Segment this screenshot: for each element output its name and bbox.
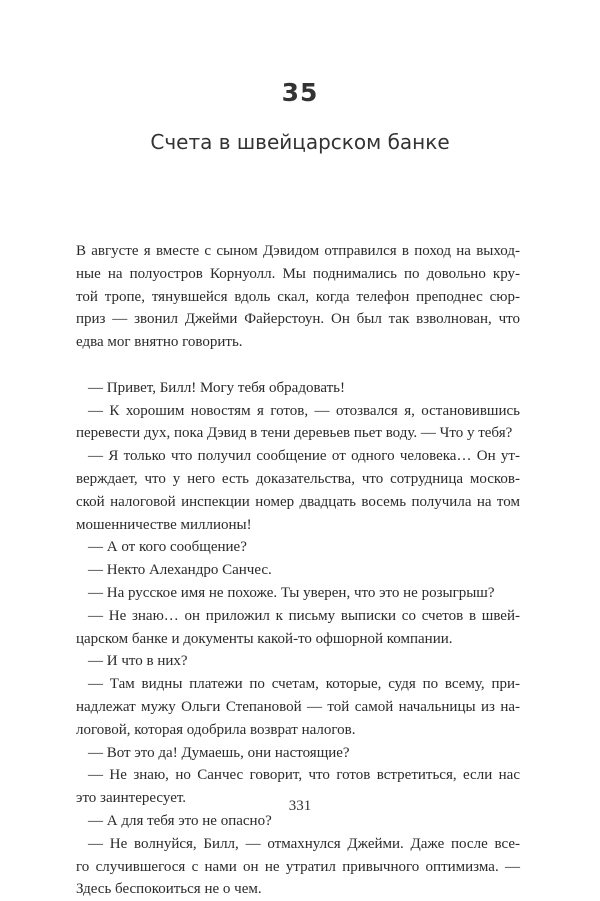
dialogue-line: — Там видны платежи по счетам, которые, судя по всему, при-: [88, 676, 520, 693]
dialogue-line: — Не волнуйся, Билл, — отмахнулся Джейми. Даже после все-: [88, 835, 520, 852]
page-number: 331: [288, 798, 312, 814]
dialogue-line: надлежат мужу Ольги Степановой — той самой начальницы из на-: [76, 698, 520, 715]
dialogue-line: царском банке и документы какой-то офшорной компании.: [76, 630, 453, 647]
text-line: ные на полуостров Корнуолл. Мы поднимались по довольно кру-: [76, 265, 520, 282]
dialogue-line: верждает, что у него есть доказательства, что сотрудница москов-: [76, 470, 520, 487]
dialogue-line: го случившегося с нами он не утратил привычного оптимизма. —: [76, 858, 520, 875]
dialogue-line: — Не знаю… он приложил к письму выписки со счетов в швей-: [88, 607, 520, 624]
dialogue-line: это заинтересует.: [76, 790, 187, 807]
paragraph-gap: [76, 354, 520, 377]
chapter-number: 35: [281, 78, 319, 107]
text-line: В августе я вместе с сыном Дэвидом отправился в поход на выход-: [76, 243, 520, 259]
dialogue-line: — На русское имя не похоже. Ты уверен, что это не розыгрыш?: [88, 584, 495, 601]
dialogue-line: Здесь беспокоиться не о чем.: [76, 881, 262, 898]
dialogue-line: — Привет, Билл! Могу тебя обрадовать!: [88, 379, 345, 396]
dialogue-line: — К хорошим новостям я готов, — отозвался я, остановившись: [88, 402, 520, 419]
dialogue-line: — Вот это да! Думаешь, они настоящие?: [88, 744, 350, 761]
dialogue-line: мошенничестве миллионы!: [76, 516, 252, 533]
text-line: приз — звонил Джейми Файерстоун. Он был так взволнован, что: [76, 311, 520, 328]
dialogue-line: ской налоговой инспекции номер двадцать восемь получила на том: [76, 493, 520, 510]
dialogue-line: — Некто Алехандро Санчес.: [88, 562, 272, 579]
dialogue-line: — А от кого сообщение?: [88, 539, 247, 556]
dialogue-line: перевести дух, пока Дэвид в тени деревьев пьет воду. — Что у тебя?: [76, 425, 513, 442]
dialogue-line: — Не знаю, но Санчес говорит, что готов встретиться, если нас: [88, 767, 520, 784]
dialogue-line: — И что в них?: [88, 653, 188, 670]
dialogue-line: — Я только что получил сообщение от одного человека… Он ут-: [88, 448, 520, 465]
text-line: той тропе, тянувшейся вдоль скал, когда телефон преподнес сюр-: [76, 288, 520, 305]
chapter-title: Счета в швейцарском банке: [150, 130, 450, 154]
dialogue-line: — А для тебя это не опасно?: [88, 812, 272, 829]
text-line: едва мог внятно говорить.: [76, 334, 243, 351]
dialogue-line: логовой, которая одобрила возврат налогов.: [76, 721, 356, 738]
